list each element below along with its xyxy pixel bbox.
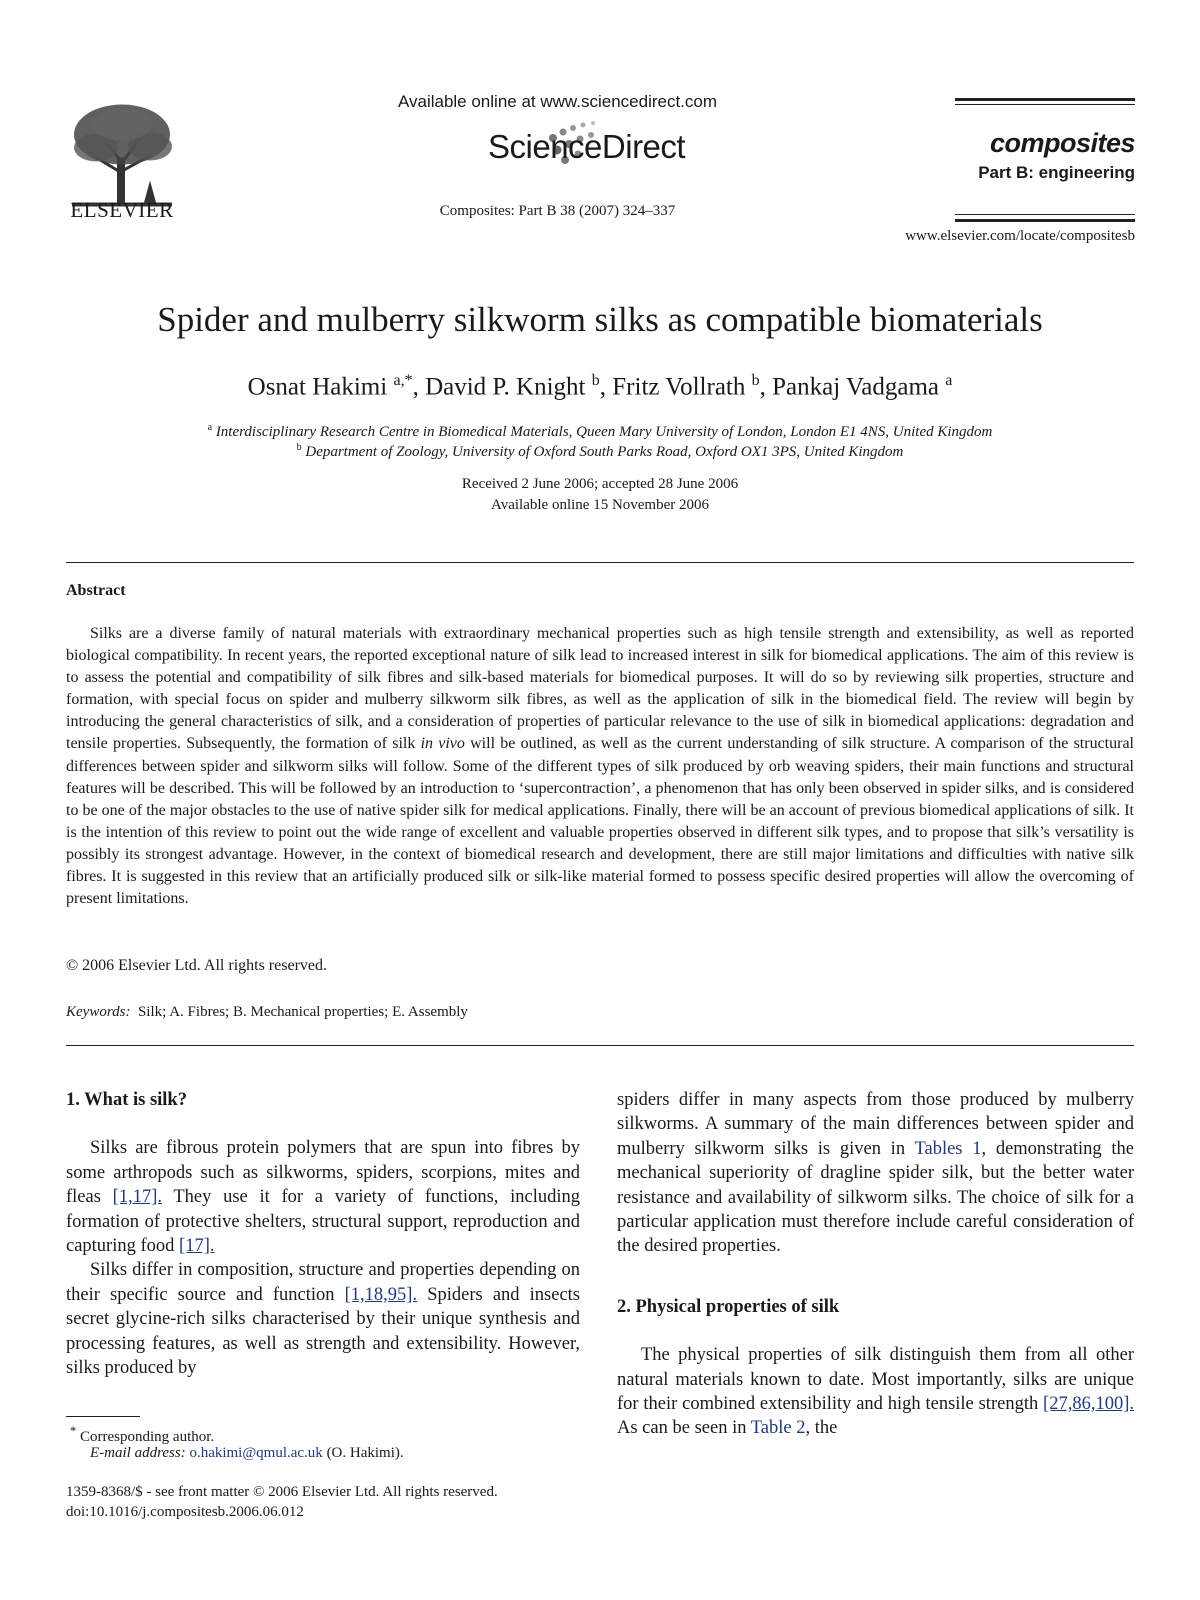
section-heading: 2. Physical properties of silk <box>617 1296 840 1317</box>
paragraph-text: Silks are fibrous protein polymers that are spun into fibres by some arthropods such as silkworms, spiders, scorpions, mites and fleas <box>66 1138 580 1208</box>
table-link[interactable]: Tables 1 <box>914 1138 982 1159</box>
affiliation-text: Interdisciplinary Research Centre in Biomedical Materials, Queen Mary University of London, London E1 4NS, United Kingdom <box>215 424 993 440</box>
received-dates: Received 2 June 2006; accepted 28 June 2006 <box>461 476 739 492</box>
email-label: E-mail address: <box>90 1445 186 1461</box>
section-heading: 1. What is silk? <box>66 1090 187 1110</box>
keywords <box>66 1004 468 1021</box>
paragraph-text: spiders differ in many aspects from those produced by mulberry silkworms. A summary of the main differences between spider and mulberry silkworm silks is given in <box>617 1090 1134 1159</box>
author-list: Osnat Hakimi $^{a,*}$, David P. Knight $^b$, Fritz Vollrath $^b$, Pankaj Vadgama $^a$ <box>247 372 953 401</box>
abstract-bottom-divider <box>66 1045 1134 1046</box>
paragraph-text: They use it for a variety of functions, including formation of protective shelters, structural support, reproduction and capturing food <box>66 1187 580 1257</box>
paragraph-text: , demonstrating the mechanical superiority of dragline spider silk, but the better water resistance and availability of silkworm silks. The choice of silk for a particular application must therefore include careful consideration of the desired properties. <box>617 1138 1134 1257</box>
footnote-mark: * <box>70 1424 77 1438</box>
abstract-text <box>66 623 1134 910</box>
abstract-text-part: will be outlined, as well as the current understanding of silk structure. A comparison of the structural differences between spider and silkworm silks will follow. Some of the different types of silk produced by orb weaving spiders, their main functions and structural features will be described. This will be followed by an introduction to ‘supercontraction’, a phenomenon that has only been observed in spider silks, and is considered to be one of the major obstacles to the use of native spider silk for medical applications. Finally, there will be an account of previous biomedical applications of silk. It is the intention of this review to point out the wide range of excellent and valuable properties observed in different silk types, and to propose that silk’s versatility is possibly its strongest advantage. However, in the context of biomedical research and development, there are still major limitations and difficulties with native silk fibres. It is suggested in this review that an artificially produced silk or silk-like material formed to possess specific desired properties will allow the overcoming of present limitations. <box>66 735 1134 908</box>
article-title: Spider and mulberry silkworm silks as compatible biomaterials <box>157 300 1043 339</box>
abstract-heading: Abstract <box>66 582 126 599</box>
body-paragraph <box>66 1258 580 1380</box>
affiliation-text: Department of Zoology, University of Oxford South Parks Road, Oxford OX1 3PS, United Kingdom <box>305 444 904 460</box>
journal-url-link[interactable]: www.elsevier.com/locate/compositesb <box>905 228 1135 244</box>
author-affiliation-mark: b <box>591 372 600 389</box>
front-matter-notice: 1359-8368/$ - see front matter © 2006 Elsevier Ltd. All rights reserved. <box>66 1484 498 1500</box>
footnote-text: Corresponding author. <box>80 1429 215 1445</box>
available-online-date: Available online 15 November 2006 <box>491 497 709 513</box>
body-left-column <box>66 1088 580 1380</box>
citation-link[interactable]: [1,17]. <box>112 1187 162 1208</box>
journal-logo-rule <box>955 98 1135 101</box>
keywords-list: Silk; A. Fibres; B. Mechanical properties; E. Assembly <box>137 1004 468 1020</box>
publisher-name: ELSEVIER <box>70 198 174 222</box>
author-name[interactable]: David P. Knight <box>425 373 586 401</box>
author-name[interactable]: Fritz Vollrath <box>612 373 746 401</box>
affiliation-a <box>60 422 1140 441</box>
abstract-text-part: Silks are a diverse family of natural materials with extraordinary mechanical properties such as high tensile strength and extensibility, as well as reported biological compatibility. In recent years, the reported exceptional nature of silk lead to increased interest in silk for biomedical applications. The aim of this review is to assess the potential and compatibility of silk fibres and silk-based materials for biomedical purposes. It will do so by reviewing silk properties, structure and formation, with special focus on spider and mulberry silkworm silk fibres, as well as the application of silk in the biomedical field. The review will begin by introducing the general characteristics of silk, and a consideration of properties of particular relevance to the use of silk in biomedical applications: degradation and tensile properties. Subsequently, the formation of silk <box>66 625 1134 753</box>
author-name[interactable]: Osnat Hakimi <box>247 373 388 401</box>
paragraph-text: Spiders and insects secret glycine-rich silks characterised by their unique synthesis and processing features, as well as strength and extensibility. However, silks produced by <box>66 1284 580 1379</box>
paragraph-text: The physical properties of silk distinguish them from all other natural materials known to date. Most importantly, silks are unique for their combined extensibility and high tensile strength <box>617 1345 1134 1415</box>
abstract-copyright: © 2006 Elsevier Ltd. All rights reserved. <box>66 957 327 974</box>
paragraph-text: , the <box>805 1418 838 1439</box>
doi-text[interactable]: doi:10.1016/j.compositesb.2006.06.012 <box>66 1504 304 1520</box>
journal-reference: Composites: Part B 38 (2007) 324–337 <box>439 203 676 219</box>
author-affiliation-mark: b <box>751 372 760 389</box>
affiliation-b <box>60 442 1140 461</box>
body-paragraph <box>66 1136 580 1258</box>
author-name[interactable]: Pankaj Vadgama <box>772 373 939 401</box>
journal-logo-rule <box>955 214 1135 215</box>
affiliation-mark: a <box>207 422 213 433</box>
sciencedirect-available-text: Available online at www.sciencedirect.com <box>397 92 718 111</box>
journal-logo-rule <box>955 104 1135 105</box>
table-link[interactable]: Table 2 <box>750 1418 806 1439</box>
email-link[interactable]: o.hakimi@qmul.ac.uk <box>189 1445 323 1461</box>
citation-link[interactable]: [27,86,100]. <box>1043 1394 1134 1415</box>
body-paragraph <box>617 1343 1134 1441</box>
author-affiliation-mark: a,* <box>393 372 413 389</box>
paragraph-text: As can be seen in <box>617 1418 751 1439</box>
email-owner: (O. Hakimi). <box>326 1445 404 1461</box>
citation-link[interactable]: [1,18,95]. <box>344 1284 418 1305</box>
keywords-label: Keywords: <box>66 1004 131 1020</box>
corresponding-author-note <box>70 1424 214 1446</box>
journal-logo-rule <box>955 219 1135 222</box>
sciencedirect-logo-text: ScienceDirect <box>488 128 686 165</box>
citation-link[interactable]: [17]. <box>179 1236 215 1257</box>
journal-subtitle: Part B: engineering <box>978 163 1135 182</box>
body-right-column <box>617 1088 1134 1441</box>
email-footnote <box>90 1445 404 1462</box>
affiliation-mark: b <box>296 442 302 453</box>
paragraph-text: Silks differ in composition, structure and properties depending on their specific source and function <box>66 1260 580 1305</box>
journal-logo-text: composites <box>989 128 1135 158</box>
body-paragraph <box>617 1088 1134 1259</box>
abstract-italic-term: in vivo <box>420 735 465 753</box>
abstract-top-divider <box>66 562 1134 563</box>
footnote-divider <box>66 1416 140 1417</box>
author-affiliation-mark: a <box>945 372 953 389</box>
